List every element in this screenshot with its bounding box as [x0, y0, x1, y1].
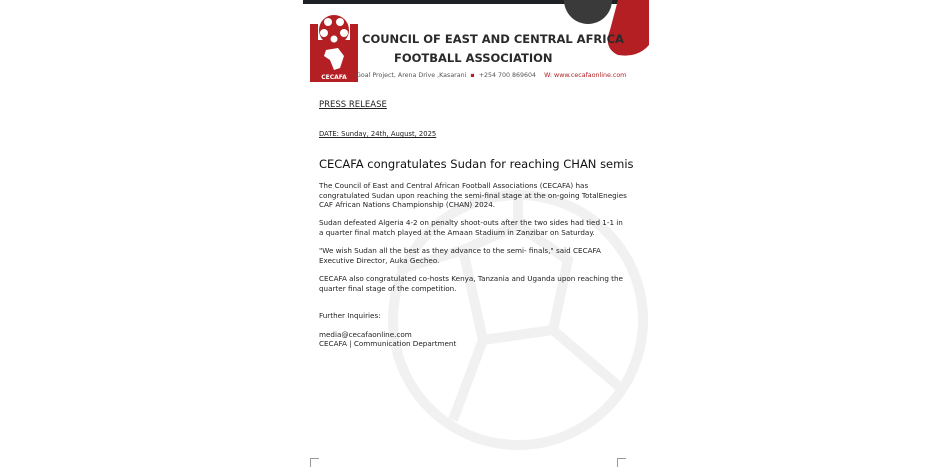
phone-icon: ▪ — [470, 72, 475, 79]
text-line: "We wish Sudan all the best as they advance to the semi- finals," said CECAFA — [319, 246, 601, 255]
text-line: CAF African Nations Championship (CHAN) 2024. — [319, 200, 496, 210]
crop-mark — [617, 458, 626, 467]
paragraph-1 — [319, 181, 627, 210]
paragraph-2 — [319, 218, 623, 237]
contact-email: media@cecafaonline.com — [319, 330, 412, 339]
text-line: a quarter final match played at the Amaan Stadium in Zanzibar on Saturday. — [319, 227, 595, 237]
cecafa-logo — [308, 10, 360, 82]
paragraph-3 — [319, 246, 601, 265]
release-date: DATE: Sunday, 24th, August, 2025 — [319, 130, 437, 138]
text-line: Executive Director, Auka Gecheo. — [319, 255, 440, 265]
paragraph-4 — [319, 274, 623, 293]
inquiries-label: Further Inquiries: — [319, 311, 381, 320]
text-line: Sudan defeated Algeria 4-2 on penalty shoot-outs after the two sides had tied 1-1 in — [319, 218, 623, 227]
press-release-label: PRESS RELEASE — [319, 100, 387, 110]
address: Goal Project, Arena Drive ,Kasarani — [356, 72, 467, 79]
text-line: CECAFA also congratulated co-hosts Kenya, Tanzania and Uganda upon reaching the — [319, 274, 623, 283]
header-decoration — [558, 0, 649, 60]
text-line: The Council of East and Central African Football Associations (CECAFA) has — [319, 181, 589, 190]
svg-text:CECAFA: CECAFA — [321, 74, 347, 81]
headline: CECAFA congratulates Sudan for reaching CHAN semis — [319, 157, 634, 171]
website: W: www.cecafaonline.com — [544, 72, 627, 79]
text-line: quarter final stage of the competition. — [319, 283, 457, 293]
text-line: congratulated Sudan upon reaching the semi-final stage at the on-going TotalEnegies — [319, 190, 627, 200]
org-name-line2: FOOTBALL ASSOCIATION — [394, 51, 553, 65]
department: CECAFA | Communication Department — [319, 339, 457, 348]
phone: +254 700 869604 — [478, 72, 537, 79]
crop-mark — [310, 458, 319, 467]
org-name-line1: COUNCIL OF EAST AND CENTRAL AFRICA — [362, 32, 624, 46]
press-release-page — [303, 0, 649, 467]
contact-line — [356, 72, 626, 79]
